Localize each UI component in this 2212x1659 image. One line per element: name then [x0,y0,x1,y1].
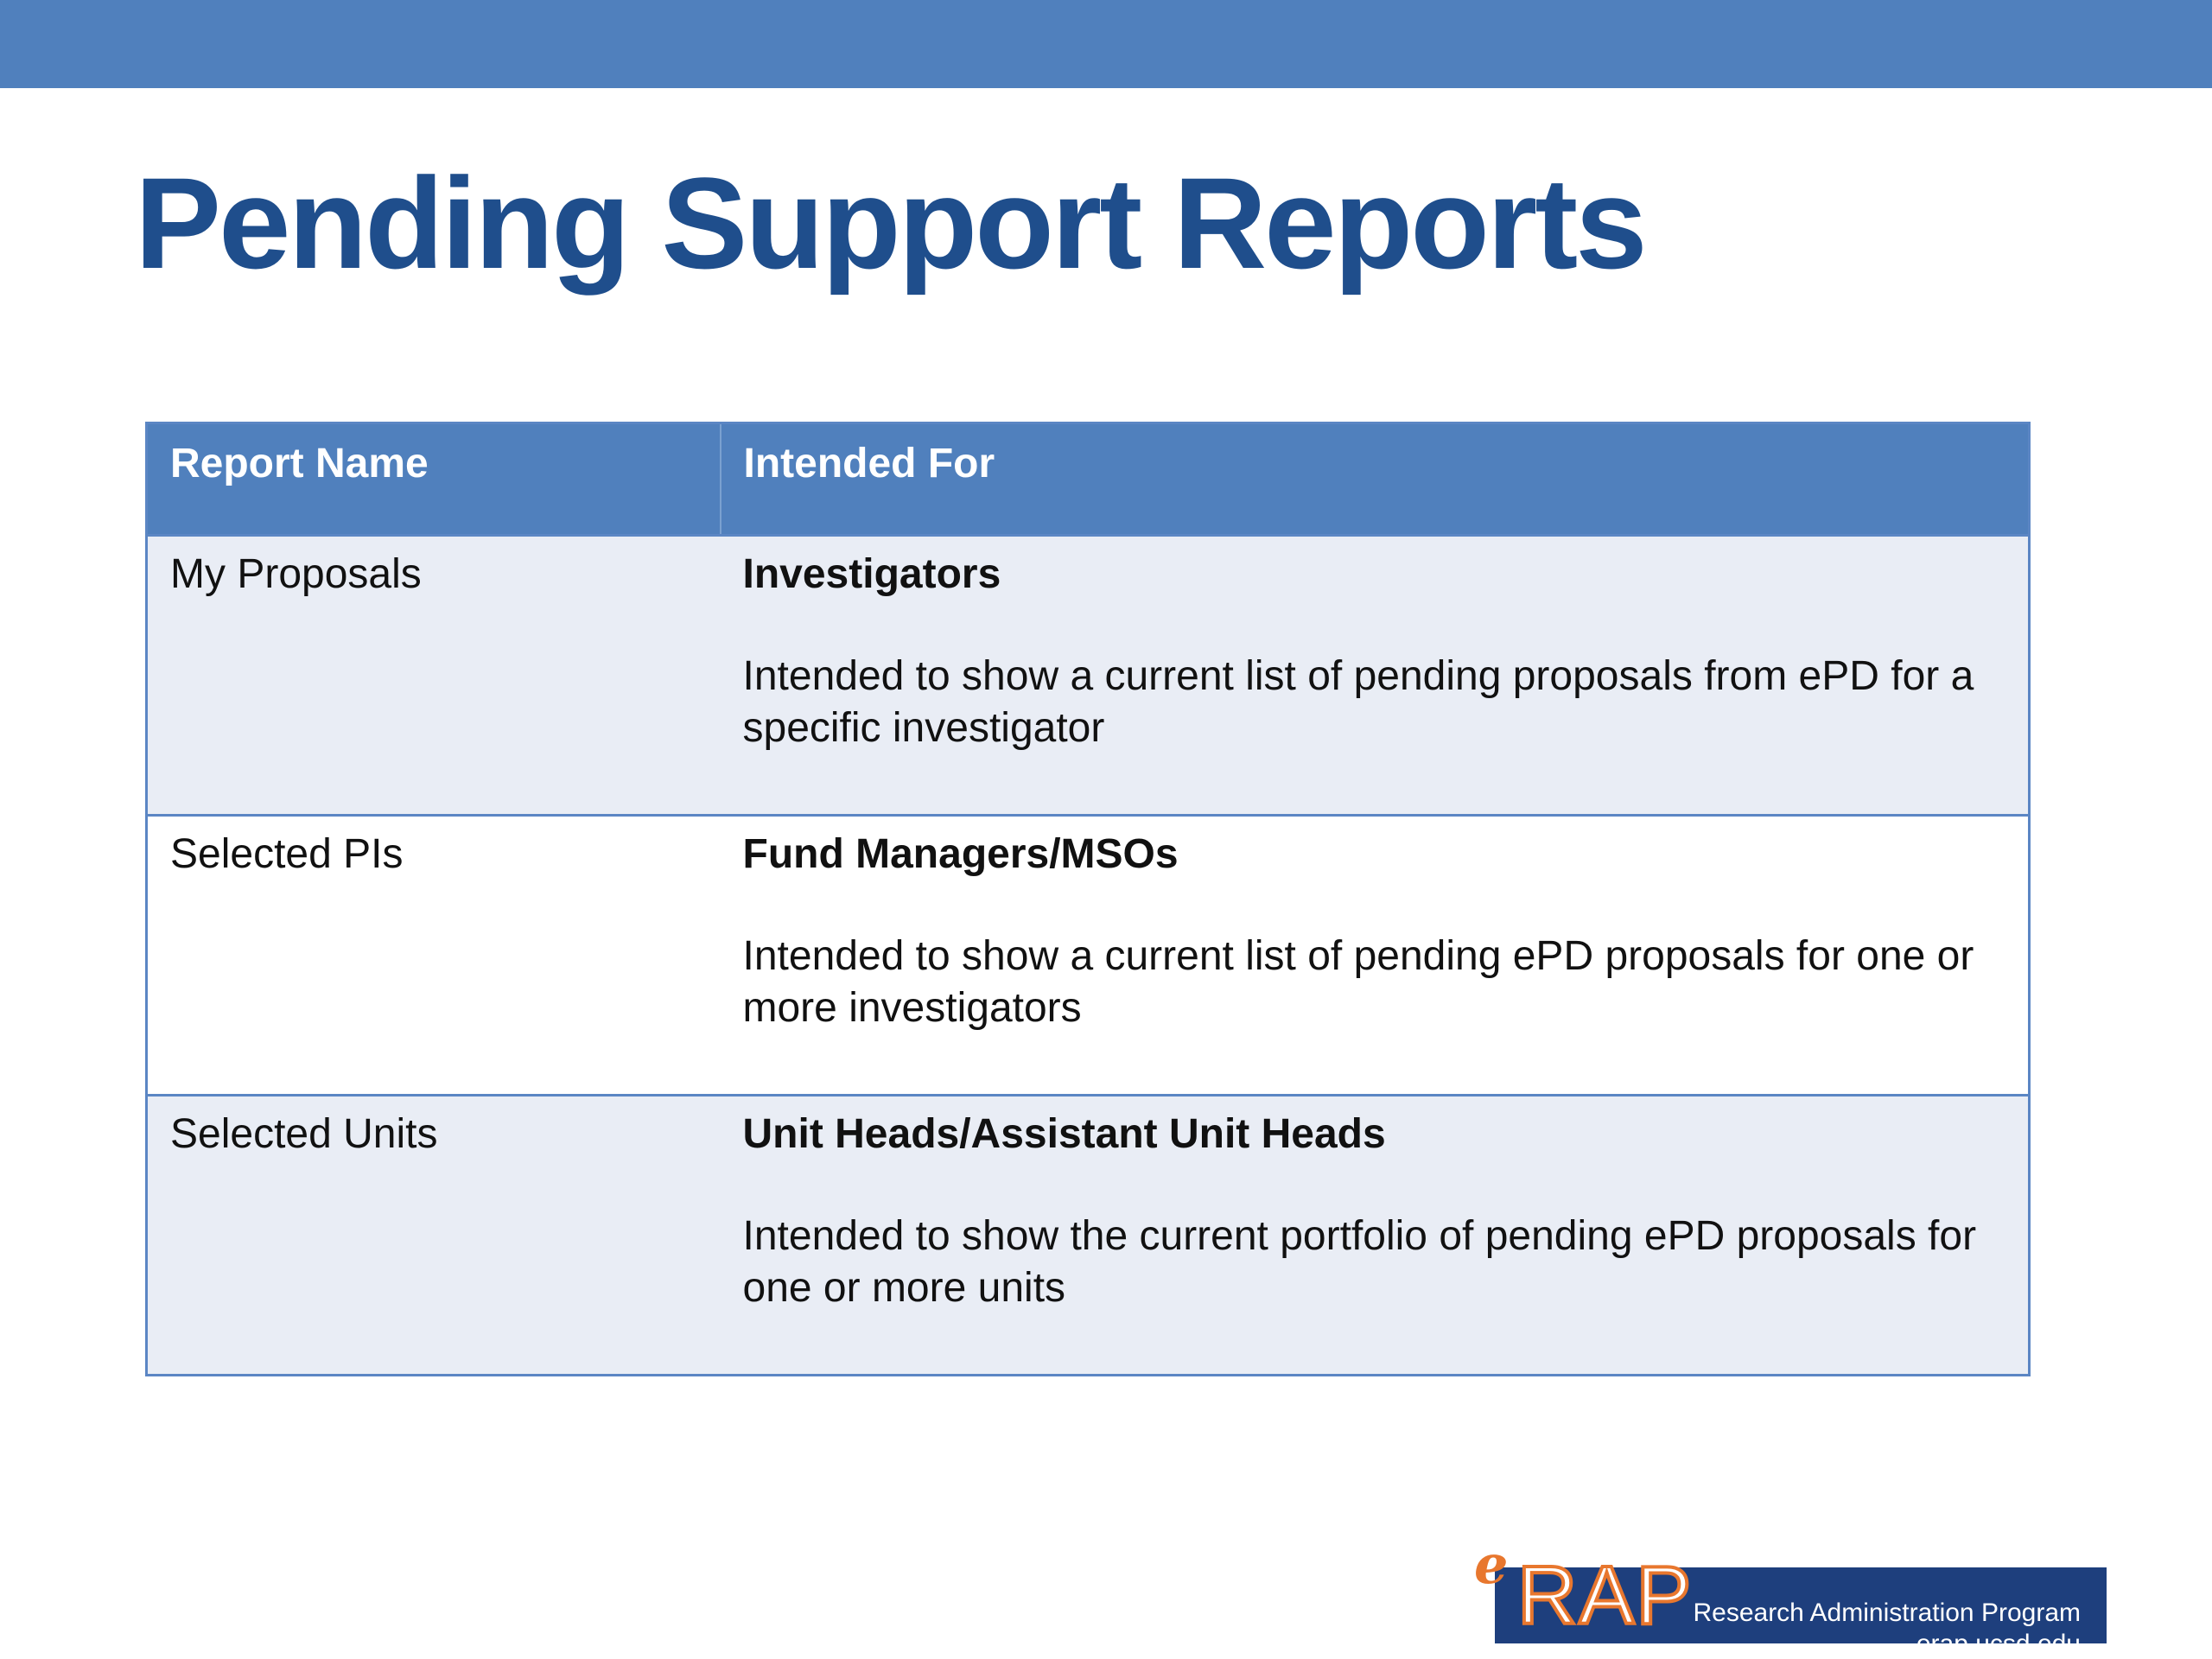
audience-label: Investigators [742,551,1001,597]
top-accent-bar [0,0,2212,88]
report-name-cell: Selected Units [147,1096,721,1376]
logo-program-name: Research Administration Program [1693,1599,2081,1627]
logo-e-letter: e [1474,1533,1509,1596]
page-title: Pending Support Reports [135,150,1645,296]
report-name-cell: My Proposals [147,536,721,816]
table-row [147,1096,2030,1376]
table-row [147,536,2030,816]
header-intended-for: Intended For [721,423,2030,536]
intended-for-cell [721,536,2030,816]
report-description: Intended to show the current portfolio of pending ePD proposals for one or more units [742,1213,1977,1311]
erap-logo [1474,1533,2107,1658]
intended-for-cell [721,816,2030,1096]
audience-label: Unit Heads/Assistant Unit Heads [742,1111,1386,1157]
reports-table [145,422,2031,1376]
table-header-row [147,423,2030,536]
intended-for-cell [721,1096,2030,1376]
report-description: Intended to show a current list of pending ePD proposals for one or more investigators [742,933,1974,1031]
logo-rap-text: RAP [1517,1549,1694,1642]
audience-label: Fund Managers/MSOs [742,831,1179,877]
report-description: Intended to show a current list of pending proposals from ePD for a specific investigator [742,653,1974,751]
header-report-name: Report Name [147,423,721,536]
table-row [147,816,2030,1096]
logo-url: erap.ucsd.edu [1916,1630,2081,1658]
report-name-cell: Selected PIs [147,816,721,1096]
